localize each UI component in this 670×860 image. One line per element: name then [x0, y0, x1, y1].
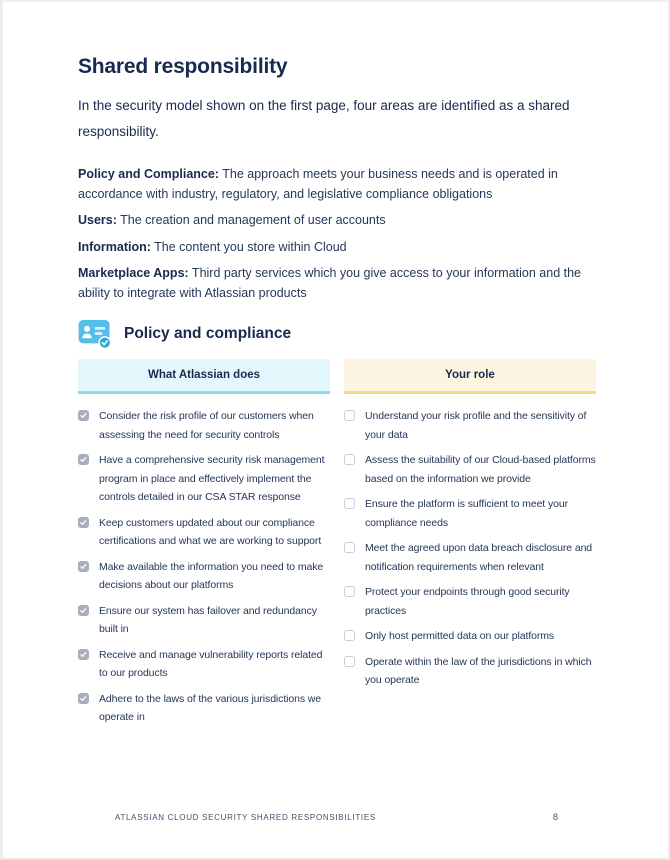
- definition-term: Policy and Compliance:: [78, 167, 220, 181]
- checkbox-unchecked-icon: [344, 542, 355, 553]
- checklist-item-text: Understand your risk profile and the sensitivity of your data: [365, 410, 587, 441]
- checklist-item: [344, 495, 596, 532]
- checkbox-checked-icon: [78, 649, 89, 660]
- definition: Information: The content you store within Cloud: [78, 239, 347, 254]
- intro-text: In the security model shown on the first page, four areas are identified as a shared responsibility.: [78, 98, 570, 139]
- checklist-item: [78, 602, 330, 639]
- checkbox-checked-icon: [78, 410, 89, 421]
- checklist-item: [78, 690, 330, 727]
- definition-term: Marketplace Apps:: [78, 266, 189, 280]
- checkbox-unchecked-icon: [344, 656, 355, 667]
- checklist-item-text: Consider the risk profile of our customers when assessing the need for security controls: [99, 410, 314, 441]
- checklist-item-text: Assess the suitability of our Cloud-based platforms based on the information we provide: [365, 454, 596, 485]
- checklist-item-text: Adhere to the laws of the various jurisdictions we operate in: [99, 692, 322, 723]
- definitions: [78, 165, 596, 303]
- id-card-check-icon: [78, 319, 112, 349]
- definition-term: Users:: [78, 213, 117, 227]
- checklist-item-text: Ensure our system has failover and redundancy built in: [99, 604, 317, 635]
- checkbox-unchecked-icon: [344, 498, 355, 509]
- footer-title: ATLASSIAN CLOUD SECURITY SHARED RESPONSIBILITIES: [115, 813, 376, 822]
- page-number: 8: [552, 812, 558, 822]
- checklist-item-text: Make available the information you need to make decisions about our platforms: [99, 560, 324, 591]
- checkbox-unchecked-icon: [344, 630, 355, 641]
- checkbox-unchecked-icon: [344, 454, 355, 465]
- checkbox-unchecked-icon: [344, 410, 355, 421]
- checklist-item: [344, 539, 596, 576]
- page-content: [78, 2, 596, 734]
- page-title: Shared responsibility: [78, 55, 288, 78]
- checklist-item: [344, 583, 596, 620]
- checklist-item-text: Only host permitted data on our platforms: [365, 630, 555, 642]
- checklist-item-text: Receive and manage vulnerability reports related to our products: [99, 648, 323, 679]
- checkbox-checked-icon: [78, 561, 89, 572]
- checkbox-checked-icon: [78, 693, 89, 704]
- responsibility-table: [78, 359, 596, 734]
- checkbox-checked-icon: [78, 517, 89, 528]
- definition: Marketplace Apps: Third party services which you give access to your information and the ability to integrate with Atlassian products: [78, 266, 582, 300]
- column-header: Your role: [344, 359, 596, 394]
- checkbox-checked-icon: [78, 605, 89, 616]
- checklist-item: [78, 407, 330, 444]
- section-heading: Policy and compliance: [124, 325, 292, 342]
- checklist-item-text: Have a comprehensive security risk management program in place and effectively implement the controls detailed in our CSA STAR response: [99, 454, 325, 503]
- column-header: What Atlassian does: [78, 359, 330, 394]
- checklist: [344, 407, 596, 690]
- definition: Users: The creation and management of user accounts: [78, 213, 386, 227]
- column-what-atlassian-does: [78, 359, 330, 734]
- section-header: [78, 319, 596, 349]
- checklist-item-text: Keep customers updated about our compliance certifications and what we are working to support: [99, 516, 322, 547]
- checklist-item: [344, 653, 596, 690]
- column-your-role: [344, 359, 596, 734]
- checklist-item: [78, 558, 330, 595]
- checklist-item: [78, 514, 330, 551]
- checklist-item-text: Ensure the platform is sufficient to meet your compliance needs: [365, 498, 568, 529]
- checklist-item: [78, 451, 330, 507]
- checklist-item: [78, 646, 330, 683]
- checklist-item: [344, 451, 596, 488]
- checklist-item-text: Meet the agreed upon data breach disclosure and notification requirements when relevant: [365, 542, 593, 573]
- checklist-item-text: Operate within the law of the jurisdictions in which you operate: [365, 655, 592, 686]
- checkbox-checked-icon: [78, 454, 89, 465]
- checklist-item: [344, 407, 596, 444]
- page-footer: [115, 812, 558, 822]
- checkbox-unchecked-icon: [344, 586, 355, 597]
- definition-term: Information:: [78, 239, 151, 254]
- checklist-item-text: Protect your endpoints through good security practices: [365, 586, 570, 617]
- checklist: [78, 407, 330, 727]
- checklist-item: [344, 627, 596, 646]
- definition: Policy and Compliance: The approach meets your business needs and is operated in accordance with industry, regulatory, and legislative compliance obligations: [78, 167, 558, 201]
